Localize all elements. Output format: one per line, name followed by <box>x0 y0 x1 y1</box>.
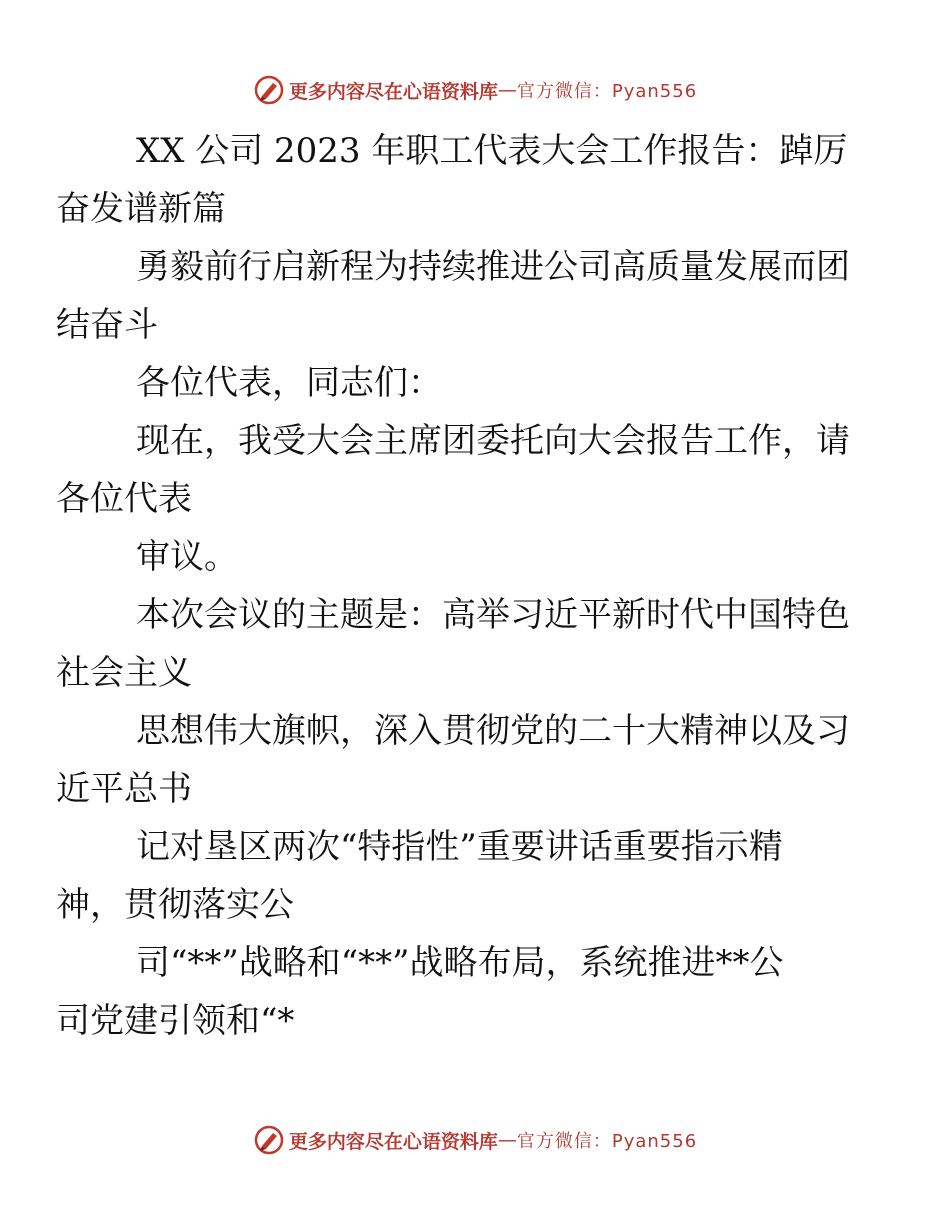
paragraph-line: 司党建引领和“* <box>56 1001 295 1041</box>
paragraph-line: 思想伟大旗帜，深入贯彻党的二十大精神以及习 <box>136 711 850 751</box>
pen-logo-icon <box>253 1124 285 1156</box>
header-watermark-banner <box>0 70 950 110</box>
paragraph <box>56 934 856 1050</box>
paragraph-line: 现在，我受大会主席团委托向大会报告工作，请 <box>136 421 850 461</box>
banner-separator: — <box>497 1129 517 1151</box>
paragraph-line: 本次会议的主题是：高举习近平新时代中国特色 <box>136 595 850 635</box>
paragraph-line: XX 公司 2023 年职工代表大会工作报告：踔厉 <box>136 131 848 171</box>
banner-wechat: 官方微信：Pyan556 <box>516 81 698 102</box>
pen-logo-icon <box>253 74 285 106</box>
paragraph-line: 社会主义 <box>56 653 192 693</box>
banner-text: 更多内容尽在心语资料库 <box>288 80 498 103</box>
banner-separator: — <box>497 79 517 101</box>
paragraph-line: 司“**”战略和“**”战略布局，系统推进**公 <box>136 943 784 983</box>
paragraph-salutation <box>96 354 856 412</box>
paragraph-subtitle <box>56 238 856 354</box>
banner-text: 更多内容尽在心语资料库 <box>288 1130 498 1153</box>
document-body <box>56 122 856 1050</box>
paragraph-line: 勇毅前行启新程为持续推进公司高质量发展而团 <box>136 247 850 287</box>
footer-watermark-banner <box>0 1120 950 1160</box>
paragraph <box>56 702 856 818</box>
paragraph-line: 神，贯彻落实公 <box>56 885 294 925</box>
paragraph-line: 各位代表 <box>56 479 192 519</box>
banner-wechat: 官方微信：Pyan556 <box>516 1131 698 1152</box>
paragraph <box>56 586 856 702</box>
paragraph-line: 结奋斗 <box>56 305 158 345</box>
paragraph-line: 记对垦区两次“特指性”重要讲话重要指示精 <box>136 827 783 867</box>
paragraph-title <box>56 122 856 238</box>
paragraph-line: 审议。 <box>136 537 238 577</box>
paragraph <box>96 528 856 586</box>
paragraph <box>56 818 856 934</box>
paragraph-line: 各位代表，同志们： <box>136 363 442 403</box>
paragraph-line: 奋发谱新篇 <box>56 189 226 229</box>
paragraph <box>56 412 856 528</box>
paragraph-line: 近平总书 <box>56 769 192 809</box>
